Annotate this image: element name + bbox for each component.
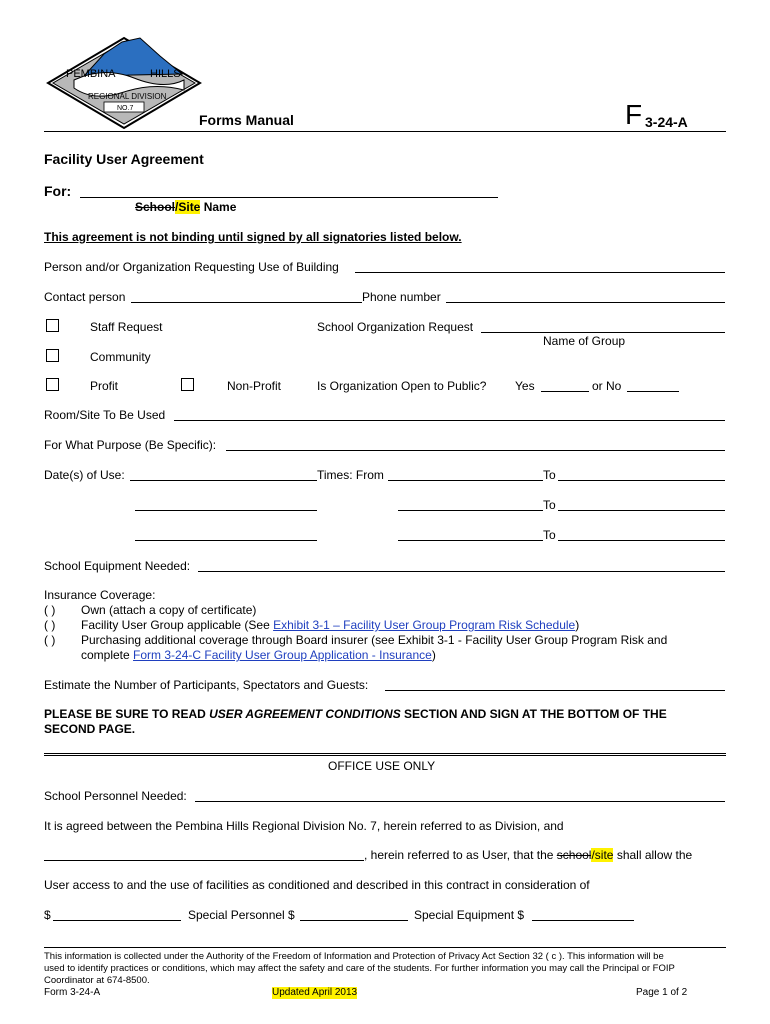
- name-word: Name: [200, 200, 237, 214]
- header-rule: [44, 131, 726, 132]
- school-org-request-label: School Organization Request: [317, 320, 474, 334]
- please-read-part3: SECTION AND SIGN AT THE BOTTOM OF THE: [400, 707, 667, 721]
- insurance-option-own: Own (attach a copy of certificate): [81, 603, 257, 617]
- special-equipment-label: Special Equipment $: [414, 908, 525, 922]
- insurance-paren-3[interactable]: ( ): [44, 633, 56, 647]
- user-line-post: shall allow the: [613, 848, 693, 862]
- form-3-24-c-link[interactable]: Form 3-24-C Facility User Group Application - Insurance: [133, 648, 432, 662]
- time-to-input-2[interactable]: [558, 510, 725, 511]
- insurance-option-fugroup-post: ): [575, 618, 580, 632]
- yes-label: Yes: [515, 379, 535, 393]
- form-id: Form 3-24-A: [44, 987, 101, 998]
- profit-checkbox[interactable]: [46, 378, 59, 391]
- please-read-notice: [44, 707, 667, 721]
- purpose-label: For What Purpose (Be Specific):: [44, 438, 217, 452]
- time-from-input-1[interactable]: [388, 480, 543, 481]
- to-label-3: To: [543, 528, 556, 542]
- special-equipment-input[interactable]: [532, 920, 634, 921]
- insurance-option-purchase-post: ): [431, 648, 436, 662]
- special-personnel-input[interactable]: [300, 920, 408, 921]
- insurance-paren-2[interactable]: ( ): [44, 618, 56, 632]
- please-read-line2: SECOND PAGE.: [44, 722, 136, 736]
- cost-dollar-label: $: [44, 908, 51, 922]
- insurance-option-purchase: Purchasing additional coverage through Board insurer (see Exhibit 3-1 - Facility User Group Program Risk and: [81, 633, 668, 647]
- please-read-part1: PLEASE BE SURE TO READ: [44, 707, 210, 721]
- dates-of-use-label: Date(s) of Use:: [44, 468, 125, 482]
- time-from-input-3[interactable]: [398, 540, 543, 541]
- time-to-input-3[interactable]: [558, 540, 725, 541]
- insurance-option-fugroup: [81, 618, 579, 632]
- school-org-request-input[interactable]: [481, 332, 725, 333]
- insurance-paren-1[interactable]: ( ): [44, 603, 56, 617]
- person-org-input[interactable]: [355, 272, 725, 273]
- logo-division: REGIONAL DIVISION: [88, 92, 167, 101]
- school-site-name-caption: [135, 200, 236, 214]
- logo-name-left: PEMBINA: [66, 68, 116, 80]
- for-label: For:: [44, 183, 72, 199]
- date-input-1[interactable]: [130, 480, 317, 481]
- binding-notice: This agreement is not binding until signed by all signatories listed below.: [44, 230, 462, 244]
- page-number: Page 1 of 2: [636, 987, 688, 998]
- person-org-label: Person and/or Organization Requesting Use of Building: [44, 260, 339, 274]
- time-to-input-1[interactable]: [558, 480, 725, 481]
- phone-number-input[interactable]: [446, 302, 725, 303]
- page-title: Facility User Agreement: [44, 151, 204, 167]
- special-personnel-label: Special Personnel $: [188, 908, 295, 922]
- to-label-2: To: [543, 498, 556, 512]
- site-word: /Site: [175, 200, 201, 214]
- date-input-2[interactable]: [135, 510, 317, 511]
- office-use-rule: [44, 753, 726, 756]
- contact-person-label: Contact person: [44, 290, 126, 304]
- name-of-group-caption: Name of Group: [543, 334, 626, 348]
- agreement-text: It is agreed between the Pembina Hills Regional Division No. 7, herein referred to as Division, and: [44, 819, 564, 833]
- to-label-1: To: [543, 468, 556, 482]
- please-read-part2: USER AGREEMENT CONDITIONS: [209, 707, 401, 721]
- contact-person-input[interactable]: [131, 302, 362, 303]
- staff-request-label: Staff Request: [90, 320, 163, 334]
- non-profit-label: Non-Profit: [227, 379, 282, 393]
- form-letter: F: [625, 99, 643, 130]
- school-personnel-label: School Personnel Needed:: [44, 789, 187, 803]
- access-text: User access to and the use of facilities as conditioned and described in this contract in consideration of: [44, 878, 590, 892]
- user-name-input[interactable]: [44, 860, 364, 861]
- estimate-label: Estimate the Number of Participants, Spectators and Guests:: [44, 678, 369, 692]
- office-use-heading: OFFICE USE ONLY: [328, 759, 436, 773]
- insurance-option-fugroup-pre: Facility User Group applicable (See: [81, 618, 274, 632]
- school-equipment-input[interactable]: [198, 571, 725, 572]
- manual-title: Forms Manual: [199, 112, 294, 128]
- division-logo: [44, 36, 204, 130]
- staff-request-checkbox[interactable]: [46, 319, 59, 332]
- form-number: 3-24-A: [645, 114, 688, 130]
- insurance-option-purchase-line2: [81, 648, 436, 662]
- cost-input[interactable]: [53, 920, 181, 921]
- foip-line-2: used to identify practices or conditions, which may affect the safety and care of the students. For further information you may call the Principal or FOIP: [44, 963, 675, 974]
- exhibit-3-1-link[interactable]: Exhibit 3-1 – Facility User Group Program Risk Schedule: [273, 618, 576, 632]
- no-label: or No: [592, 379, 622, 393]
- school-equipment-label: School Equipment Needed:: [44, 559, 191, 573]
- updated-date: Updated April 2013: [272, 987, 358, 998]
- user-line-site: /site: [591, 848, 614, 862]
- school-personnel-input[interactable]: [195, 801, 725, 802]
- community-label: Community: [90, 350, 151, 364]
- phone-number-label: Phone number: [362, 290, 441, 304]
- logo-name-right: HILLS: [150, 68, 181, 80]
- user-line-pre: , herein referred to as User, that the: [364, 848, 557, 862]
- school-word: School: [135, 200, 176, 214]
- non-profit-checkbox[interactable]: [181, 378, 194, 391]
- insurance-option-purchase-pre: complete: [81, 648, 134, 662]
- profit-label: Profit: [90, 379, 119, 393]
- for-input[interactable]: [80, 197, 498, 198]
- open-to-public-label: Is Organization Open to Public?: [317, 379, 487, 393]
- user-line-school: school: [556, 848, 592, 862]
- community-checkbox[interactable]: [46, 349, 59, 362]
- estimate-input[interactable]: [385, 690, 725, 691]
- user-line: [364, 848, 692, 862]
- foip-line-3: Coordinator at 674-8500.: [44, 975, 150, 986]
- insurance-heading: Insurance Coverage:: [44, 588, 156, 602]
- footer-rule: [44, 947, 726, 948]
- room-site-label: Room/Site To Be Used: [44, 408, 166, 422]
- times-from-label: Times: From: [317, 468, 384, 482]
- date-input-3[interactable]: [135, 540, 317, 541]
- room-site-input[interactable]: [174, 420, 725, 421]
- purpose-input[interactable]: [226, 450, 725, 451]
- logo-no: NO.7: [117, 105, 134, 112]
- time-from-input-2[interactable]: [398, 510, 543, 511]
- yes-input[interactable]: [541, 391, 589, 392]
- no-input[interactable]: [627, 391, 679, 392]
- foip-line-1: This information is collected under the Authority of the Freedom of Information and Protection of Privacy Act Section 32 ( c ). This information will be: [44, 951, 664, 962]
